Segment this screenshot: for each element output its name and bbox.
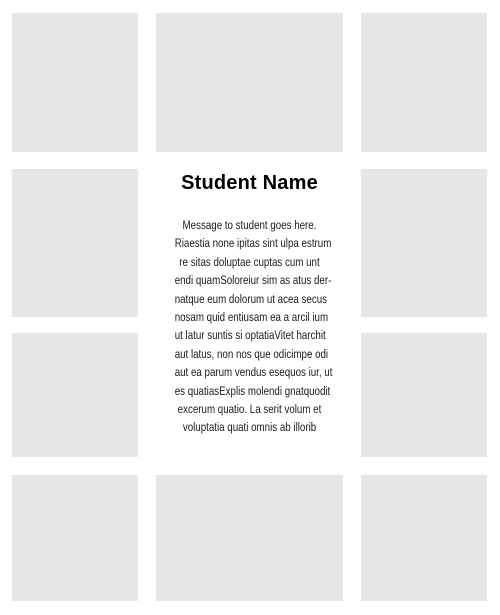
message-line: endi quamSoloreiur sim as atus der- [174, 273, 332, 288]
student-message [156, 216, 343, 437]
photo-placeholder [156, 475, 343, 601]
student-name-heading: Student Name [181, 172, 318, 194]
message-line: excerum quatio. La serit volum et [177, 402, 322, 417]
message-line: re sitas doluptae cuptas cum unt [179, 254, 320, 269]
message-line: natque eum dolorum ut acea secus [174, 291, 328, 306]
message-line: ut latur suntis si optatiaVitet harchit [174, 328, 326, 343]
message-line: nosam quid entiusam ea a arcil ium [174, 310, 329, 325]
photo-placeholder [361, 169, 487, 317]
photo-placeholder [361, 13, 487, 152]
message-line: aut ea parum vendus esequos iur, ut [174, 365, 333, 380]
photo-placeholder [12, 13, 138, 152]
message-line: Message to student goes here. [182, 218, 317, 232]
photo-placeholder [361, 475, 487, 601]
photo-placeholder [12, 475, 138, 601]
photo-placeholder [12, 333, 138, 457]
message-line: voluptatia quati omnis ab illorib [182, 420, 317, 435]
message-line: es quatiasExplis molendi gnatquodit [174, 383, 331, 398]
photo-placeholder [12, 169, 138, 317]
photo-placeholder [361, 333, 487, 457]
message-line: aut latus, non nos que odicimpe odi [174, 346, 329, 361]
photo-placeholder [156, 13, 343, 152]
message-line: Riaestia none ipitas sint ulpa estrum [174, 236, 332, 251]
message-panel [156, 169, 343, 457]
